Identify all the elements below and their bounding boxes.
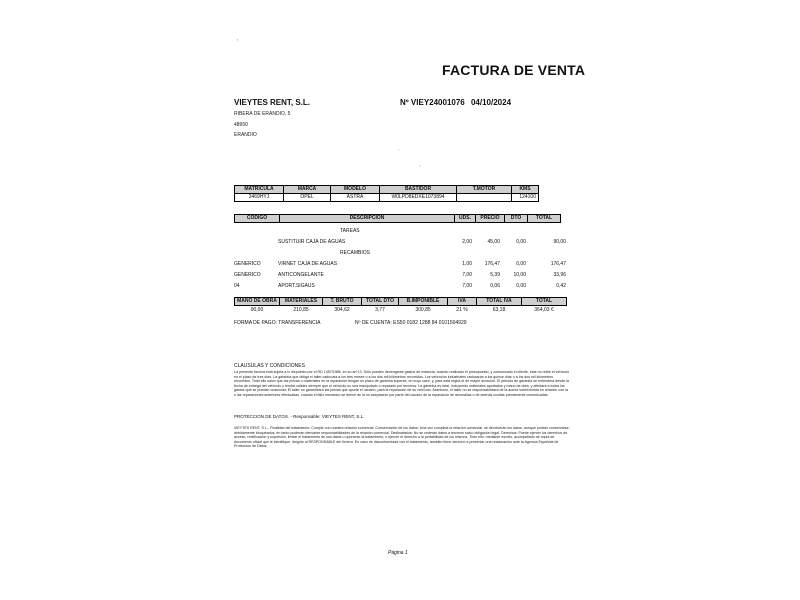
vehicle-cell: 124100 — [512, 194, 539, 202]
line-total: 90,00 — [553, 239, 566, 245]
line-precio: 45,00 — [487, 239, 500, 245]
section-heading-row — [234, 248, 568, 259]
line-item-row — [234, 259, 568, 270]
line-description: APORT.SIGAUS — [278, 283, 315, 289]
line-dto: 0,00 — [516, 239, 526, 245]
lines-header: PRECIO — [476, 215, 505, 223]
line-code: 04 — [234, 283, 240, 289]
bank-account: Nº DE CUENTA: ES50 0182 1288 84 0101504929 — [355, 320, 467, 326]
lines-header: UDS. — [455, 215, 476, 223]
line-code: GENERICO — [234, 261, 261, 267]
line-code: GENERICO — [234, 272, 261, 278]
line-description: VIRNET CAJA DE AGUAS — [278, 261, 338, 267]
company-name: VIEYTES RENT, S.L. — [234, 98, 311, 107]
scan-mark: ˎ — [419, 161, 421, 167]
clauses-title: CLAUSULAS Y CONDICIONES — [234, 363, 305, 369]
address-line: RIBERA DE ERANDIO, 5 — [234, 111, 291, 117]
address-line: ERANDIO — [234, 132, 257, 138]
totals-dto: 3,77 — [375, 307, 385, 313]
scan-mark: ˈ — [398, 150, 400, 156]
invoice-number: Nº VIEY24001076 — [400, 98, 465, 107]
line-total: 0,42 — [556, 283, 566, 289]
line-description: ANTICONGELANTE — [278, 272, 324, 278]
line-total: 33,96 — [553, 272, 566, 278]
totals-header: TOTAL — [522, 298, 567, 306]
clauses-text: La presente factura está sujeta a lo dispuesto por el RD 1457/1986, en su art 13. Sólo pueden devengarse gastos de estancia, cuando realizado el presupuesto, y comunicado el cliente, éste no retire el vehículo en el plazo de tres días. La garantía que obliga el taller caducará a los tres meses o a los dos mil kilómetros recorridos. Los vehículos industriales caducarán a los quince días o a los dos mil kilómetros recorridos. Todo ello salvo que las piezas o materiales en la reparación tengan un plazo de garantía superior, en cuyo caso, y, para esta regirá el de mayor duración. El periodo de garantía se entenderá desde la fecha de entrega del vehículo y tendrá validez siempre que el vehículo no sea manipulado o reparado por terceros. La garantía es total, incluyendo materiales aportados y mano de obra, y afectará a todos los gastos que se puedan ocasionar. El taller no garantizará las piezas que aporte el usuario, para la reparación de su vehículo. Asimismo, el taller no se responsabilizará de la avería sobrevenida en relación con la o las reparaciones anteriores efectuadas, cuando el fallo mecánico se derive de la no aceptación por parte del usuario de la reparación de anomalías o de averías ocultas previamente comunicadas — [234, 370, 570, 397]
line-precio: 176,47 — [484, 261, 500, 267]
totals-header: MANO DE OBRA — [235, 298, 280, 306]
vehicle-cell — [457, 194, 512, 202]
line-uds: 7,00 — [462, 272, 472, 278]
section-heading-row — [234, 226, 568, 237]
invoice-number-date — [400, 98, 511, 107]
vehicle-cell: OPEL — [284, 194, 331, 202]
line-description: SUSTITUIR CAJA DE AGUAS — [278, 239, 346, 245]
vehicle-table — [234, 185, 539, 202]
address-line: 48950 — [234, 122, 248, 128]
scan-mark: ‚ — [237, 36, 239, 42]
totals-header: IVA — [448, 298, 477, 306]
document-title: FACTURA DE VENTA — [442, 62, 586, 78]
totals-header: T. BRUTO — [323, 298, 362, 306]
vehicle-header: MODELO — [331, 186, 380, 194]
vehicle-header: T.MOTOR — [457, 186, 512, 194]
totals-materiales: 210,85 — [293, 307, 309, 313]
totals-bruto: 304,62 — [334, 307, 350, 313]
line-item-row — [234, 237, 568, 248]
line-item-row — [234, 270, 568, 281]
line-dto: 0,00 — [516, 283, 526, 289]
line-item-row — [234, 281, 568, 292]
totals-mano-obra: 90,00 — [250, 307, 264, 313]
vehicle-header: MATRICULA — [235, 186, 284, 194]
vehicle-header: MARCA — [284, 186, 331, 194]
data-protection-text: VIEYTES RENT, S.L.. Finalidad del tratamiento: Cumplir con nuestra relación comercial. Conservación de los datos: Una vez cumplida la relación comercial, se devolverán los datos, aunque podrán conservarse, debidamente bloqueados, en tanto pudieran derivarse responsabilidades de la relación comercial. Destinatarios: No se cederán datos a terceros salvo obligación legal. Derechos: Puede ejercer los derechos de acceso, rectificación y supresión, limitar el tratamiento de sus datos u oponerse al tratamiento, o ejercer el derecho a la portabilidad de los mismos. Todo ello, mediante escrito, acompañado de copia de documento oficial que le identifique, dirigido al RESPONSABLE del fichero. En caso de disconformidad con el tratamiento, también tiene derecho a presentar una reclamación ante la Agencia Española de Protección de Datos. — [234, 426, 570, 449]
line-total: 176,47 — [550, 261, 566, 267]
lines-header: DESCRIPCION — [280, 215, 455, 223]
lines-header: CODIGO — [235, 215, 280, 223]
invoice-lines — [234, 226, 568, 292]
totals-header: MATERIALES — [280, 298, 323, 306]
line-precio: 0,06 — [490, 283, 500, 289]
lines-header-table — [234, 214, 561, 223]
section-heading: TAREAS — [340, 228, 360, 234]
line-dto: 0,00 — [516, 261, 526, 267]
vehicle-cell: 3469HYJ — [235, 194, 284, 202]
invoice-date: 04/10/2024 — [470, 98, 512, 107]
payment-method: FORMA DE PAGO: TRANSFERENCIA — [234, 320, 321, 326]
totals-iva-rate: 21 % — [456, 307, 468, 313]
section-heading: RECAMBIOS — [340, 250, 371, 256]
totals-total: 364,03 € — [534, 307, 554, 313]
vehicle-header: KMS — [512, 186, 539, 194]
vehicle-header: BASTIDOR — [380, 186, 457, 194]
vehicle-cell: W0LPD8EDXE1073894 — [380, 194, 457, 202]
totals-iva: 63,18 — [492, 307, 506, 313]
lines-header: TOTAL — [528, 215, 561, 223]
totals-table — [234, 297, 567, 315]
data-protection-title: PROTECCION DE DATOS. - Responsable: VIEYTES RENT, S.L. — [234, 414, 365, 419]
totals-header: B.IMPONIBLE — [399, 298, 448, 306]
totals-header: TOTAL IVA — [477, 298, 522, 306]
line-uds: 7,00 — [462, 283, 472, 289]
line-dto: 10,00 — [513, 272, 526, 278]
line-uds: 2,00 — [462, 239, 472, 245]
lines-header: DTO — [505, 215, 528, 223]
vehicle-cell: ASTRA — [331, 194, 380, 202]
line-uds: 1,00 — [462, 261, 472, 267]
totals-header: TOTAL DTO — [362, 298, 399, 306]
totals-base-imponible: 300,85 — [415, 307, 431, 313]
line-precio: 5,39 — [490, 272, 500, 278]
page-number: Página 1 — [388, 550, 408, 556]
